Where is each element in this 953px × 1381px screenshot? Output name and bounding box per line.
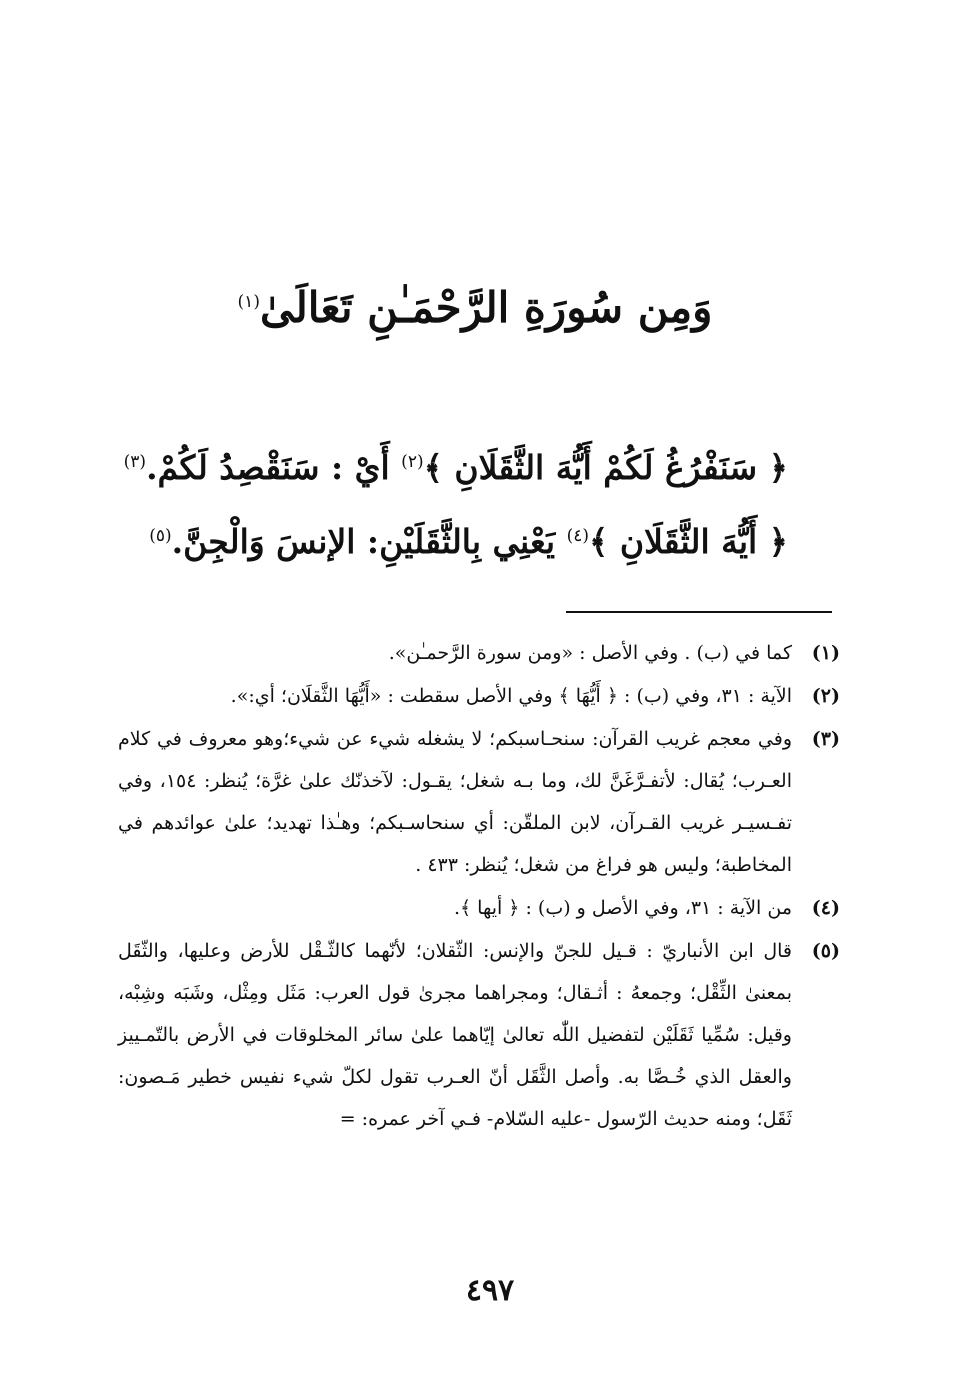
footnote-ref: (٤) [566,526,590,546]
footnote-ref: (٣) [123,452,147,472]
footnote-text: قال ابن الأنباريّ : قـيل للجنّ والإنس: الثّقلان؛ لأنّهما كالثّـقْل للأرض وعليها، والثّقَل بمعنىٰ الثِّقْل؛ وجمعهُ : أثـقال؛ ومجراهما مجرىٰ قول العرب: مَثَل ومِثْل، وشَبَه وشِبْه، وقيل: سُمِّيا ثَقَلَيْن لتفضيل اللّٰه تعالىٰ إيّاهما علىٰ سائر المخلوقات في الأرض بالتّمـييز والعقل الذي خُـصَّا به. وأصل الثَّقَل أنّ العـرب تقول لكلّ شيء نفيس خطير مَـصون: ثَقَل؛ ومنه حديث الرّسول -عليه السّلام- فـي آخر عمره: = [118,940,792,1130]
heading-footnote-ref: (١) [237,292,260,312]
footnote-divider [566,611,832,613]
footnote [118,632,840,674]
verse-line [123,428,788,502]
footnote-text: الآية : ٣١، وفي (ب) : ﴿ أَيُّهَا ﴾ وفي الأصل سقطت : «أَيُّهَا الثَّقلَان؛ أي:». [230,685,792,707]
footnote-text: كما في (ب) . وفي الأصل : «ومن سورة الرَّحمـٰن». [388,642,792,664]
footnote-ref: (٢) [401,452,424,472]
verse-gloss: يَعْنِي بِالثَّقَلَيْنِ: الإنسَ وَالْجِنَّ. [171,522,567,561]
footnote-text: وفي معجم غريب القرآن: سنحـاسبكم؛ لا يشغله شيء عن شيء؛وهو معروف في كلام العـرب؛ يُقال: لأتفـرَّغَنَّ لك، وما بـه شغل؛ يقـول: لآخذنّك علىٰ غرَّة؛ يُنظر: ١٥٤، وفي تفـسيـر غريب القـرآن، لابن الملقّن: أي سنحاسـبكم؛ وهـٰذا تهديد؛ علىٰ عوائدهم في المخاطبة؛ وليس هو فراغ من شغل؛ يُنظر: ٤٣٣ . [118,728,792,876]
footnote-ref: (٥) [149,526,172,546]
footnote-number: (١) [811,642,840,664]
surah-heading [150,272,800,338]
verse-line [150,502,788,576]
footnote-text: من الآية : ٣١، وفي الأصل و (ب) : ﴿ أيها ﴾. [453,897,792,919]
verse-quote: ﴿ سَنَفْرُغُ لَكُمْ أَيُّهَ الثَّقَلَانِ ﴾ [423,448,788,487]
footnote-number: (٣) [811,728,840,750]
page-number: ٤٩٧ [465,1273,515,1308]
footnote [118,718,840,886]
footnotes [118,632,840,1141]
footnote-number: (٢) [811,685,840,707]
footnote-number: (٤) [811,897,840,919]
verse-quote: ﴿ أَيُّهَ الثَّقَلَانِ ﴾ [589,522,788,561]
footnote [118,675,840,717]
verse-gloss: أَيْ : سَنَقْصِدُ لَكُمْ. [146,448,402,487]
footnote-number: (٥) [811,940,840,962]
footnote [118,887,840,929]
heading-text: وَمِن سُورَةِ الرَّحْمَـٰنِ تَعَالَىٰ [259,283,713,332]
main-text [123,428,788,576]
footnote [118,930,840,1140]
